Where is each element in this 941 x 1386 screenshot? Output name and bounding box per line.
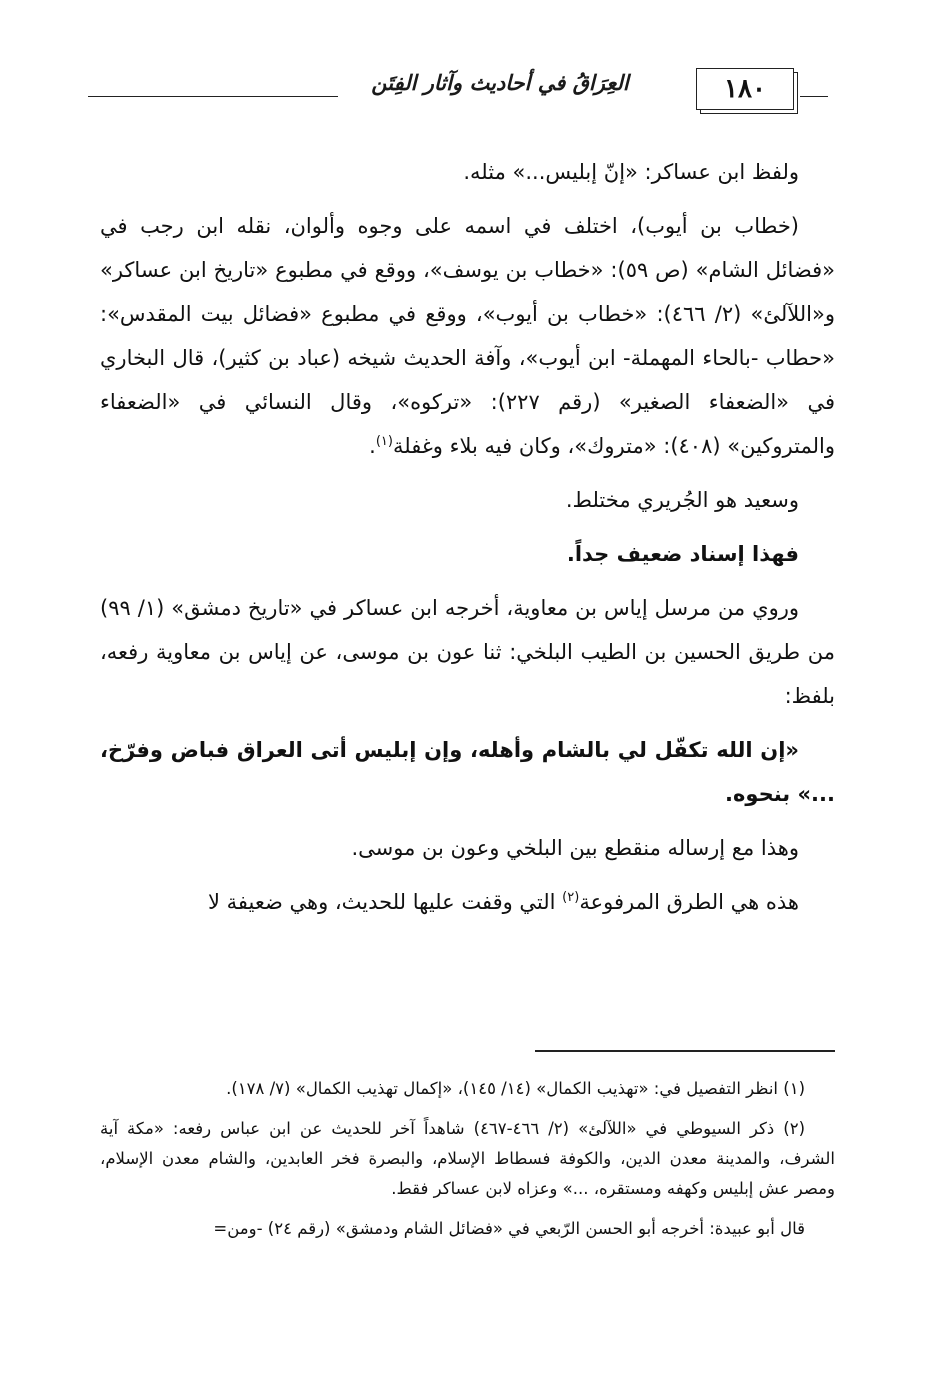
- paragraph-text: التي وقفت عليها للحديث، وهي ضعيفة لا: [208, 890, 563, 914]
- paragraph-text: (خطاب بن أيوب)، اختلف في اسمه على وجوه وألوان، نقله ابن رجب في «فضائل الشام» (ص ٥٩): «خطاب بن يوسف»، ووقع في مطبوع «تاريخ ابن عساكر» و«اللآلئ» (٢/ ٤٦٦): «خطاب بن أيوب»، ووقع في مطبوع «فضائل بيت المقدس»: «حطاب -بالحاء المهملة- ابن أيوب»، وآفة الحديث شيخه (عباد بن كثير)، قال البخاري في «الضعفاء الصغير» (رقم ٢٢٧): «تركوه»، وقال النسائي في «الضعفاء والمتروكين» (٤٠٨): «متروك»، وكان فيه بلاء وغفلة: [100, 214, 835, 458]
- paragraph: وهذا مع إرساله منقطع بين البلخي وعون بن موسى.: [351, 836, 799, 860]
- conclusion-heading: فهذا إسناد ضعيف جداً.: [566, 542, 799, 566]
- footnote: (٢) ذكر السيوطي في «اللآلئ» (٢/ ٤٦٦-٤٦٧) شاهداً آخر للحديث عن ابن عباس رفعه: «مكة آية الشرف، والمدينة معدن الدين، والكوفة فسطاط الإسلام، والبصرة فخر العابدين، والشام معدن الإسلام، ومصر عش إبليس وكهفه ومستقره، ...» وعزاه لابن عساكر فقط.: [100, 1119, 835, 1198]
- header-rule-left: [88, 96, 338, 97]
- paragraph-text: هذه هي الطرق المرفوعة: [579, 890, 799, 914]
- paragraph: ولفظ ابن عساكر: «إنّ إبليس...» مثله.: [463, 160, 799, 184]
- footnote-marker: (١): [375, 434, 393, 449]
- hadith-quote: «إن الله تكفّل لي بالشام وأهله، وإن إبليس أتى العراق فباض وفرّخ، ...» بنحوه.: [100, 738, 835, 806]
- header-rule-right: [800, 96, 828, 97]
- main-text: [100, 150, 835, 934]
- running-title: العِرَاقُ في أحاديث وآثار الفِتَن: [371, 70, 629, 95]
- paragraph: وروي من مرسل إياس بن معاوية، أخرجه ابن عساكر في «تاريخ دمشق» (١/ ٩٩) من طريق الحسين بن الطيب البلخي: ثنا عون بن موسى، عن إياس بن معاوية رفعه، بلفظ:: [100, 596, 835, 708]
- footnote: (١) انظر التفصيل في: «تهذيب الكمال» (١٤/ ١٤٥)، «إكمال تهذيب الكمال» (٧/ ١٧٨).: [226, 1079, 805, 1098]
- paragraph: [100, 204, 835, 468]
- page-header: [88, 62, 828, 122]
- footnote-separator: [535, 1050, 835, 1052]
- footnote: قال أبو عبيدة: أخرجه أبو الحسن الرّبعي في «فضائل الشام ودمشق» (رقم ٢٤) -ومن=: [213, 1219, 805, 1238]
- paragraph: وسعيد هو الجُريري مختلط.: [565, 488, 799, 512]
- page-number: ١٨٠: [724, 74, 766, 104]
- paragraph: [100, 880, 835, 924]
- page-number-box: [696, 68, 794, 110]
- paragraph-end: .: [369, 434, 376, 458]
- footnotes: [100, 1074, 835, 1254]
- footnote-marker: (٢): [562, 890, 580, 905]
